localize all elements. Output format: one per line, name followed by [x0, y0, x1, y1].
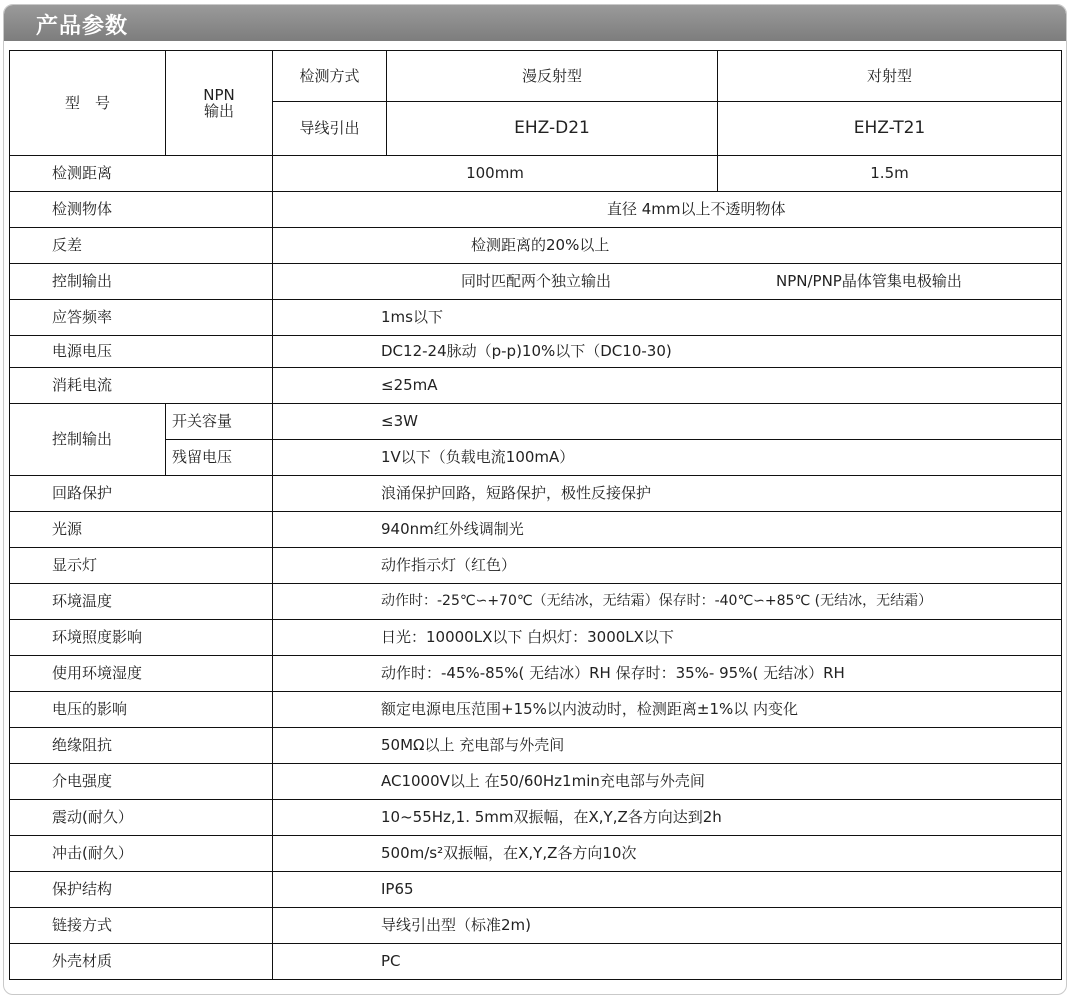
model-label: 型 号 [64, 93, 110, 112]
panel-header [4, 5, 1066, 41]
row-label: 使用环境湿度 [10, 656, 273, 692]
row-label: 检测物体 [10, 192, 273, 228]
table-row [10, 368, 1062, 404]
through-model-cell [718, 102, 1062, 156]
npn-output-cell [166, 51, 273, 156]
row-value: 500m/s²双振幅，在X,Y,Z各方向10次 [273, 836, 1062, 872]
table-row [10, 300, 1062, 336]
row-label: 环境温度 [10, 584, 273, 620]
row-value: PC [273, 944, 1062, 980]
row-label: 链接方式 [10, 908, 273, 944]
table-row [10, 836, 1062, 872]
row-value: 940nm红外线调制光 [273, 512, 1062, 548]
row-value: AC1000V以上 在50/60Hz1min充电部与外壳间 [273, 764, 1062, 800]
output-label: 输出 [203, 102, 234, 120]
row-label: 显示灯 [10, 548, 273, 584]
row-value: 1V以下（负载电流100mA） [273, 440, 1062, 476]
row-label: 环境照度影响 [10, 620, 273, 656]
table-row [10, 156, 1062, 192]
table-row [10, 620, 1062, 656]
row-label: 应答频率 [10, 300, 273, 336]
row-value: 同时匹配两个独立输出 [273, 264, 718, 300]
row-value: 动作时：-25℃∽+70℃（无结冰，无结霜）保存时：-40℃∽+85℃ (无结冰，无结霜） [273, 584, 1062, 620]
model-label-cell [10, 51, 166, 156]
detect-method-cell [273, 51, 387, 102]
row-value: IP65 [273, 872, 1062, 908]
table-row [10, 264, 1062, 300]
table-row [10, 944, 1062, 980]
diffuse-type-cell [387, 51, 718, 102]
row-label: 光源 [10, 512, 273, 548]
row-label: 检测距离 [10, 156, 273, 192]
table-row [10, 908, 1062, 944]
row-label: 介电强度 [10, 764, 273, 800]
table-row [10, 336, 1062, 368]
wire-cell [273, 102, 387, 156]
row-value: NPN/PNP晶体管集电极输出 [718, 264, 1062, 300]
table-row [10, 800, 1062, 836]
row-value: 1ms以下 [273, 300, 1062, 336]
row-value: 导线引出型（标准2m) [273, 908, 1062, 944]
table-row [10, 228, 1062, 264]
table-row [10, 192, 1062, 228]
diffuse-type-label: 漫反射型 [521, 66, 582, 85]
table-row [10, 51, 1062, 102]
row-label: 控制输出 [10, 404, 166, 476]
row-label: 电源电压 [10, 336, 273, 368]
diffuse-model-cell [387, 102, 718, 156]
npn-label: NPN [203, 85, 235, 104]
row-label: 回路保护 [10, 476, 273, 512]
row-value: 检测距离的20%以上 [273, 228, 1062, 264]
table-row [10, 584, 1062, 620]
row-label: 电压的影响 [10, 692, 273, 728]
table-row [10, 404, 1062, 440]
row-value: 10~55Hz,1. 5mm双振幅，在X,Y,Z各方向达到2h [273, 800, 1062, 836]
through-type-label: 对射型 [866, 66, 912, 85]
row-value: ≤25mA [273, 368, 1062, 404]
row-value: 日光：10000LX以下 白炽灯：3000LX以下 [273, 620, 1062, 656]
detect-method-label: 检测方式 [299, 66, 360, 85]
row-value: 100mm [273, 156, 718, 192]
row-value: 浪涌保护回路，短路保护，极性反接保护 [273, 476, 1062, 512]
diffuse-model: EHZ-D21 [514, 118, 590, 139]
spec-panel [3, 4, 1067, 995]
row-sublabel: 残留电压 [166, 440, 273, 476]
table-row [10, 476, 1062, 512]
row-value: 动作时：-45%-85%( 无结冰）RH 保存时：35%- 95%( 无结冰）RH [273, 656, 1062, 692]
table-row [10, 728, 1062, 764]
wire-label: 导线引出 [299, 119, 360, 138]
row-label: 外壳材质 [10, 944, 273, 980]
table-row [10, 440, 1062, 476]
row-value: DC12-24脉动（p-p)10%以下（DC10-30) [273, 336, 1062, 368]
panel-title: 产品参数 [36, 14, 129, 39]
row-label: 保护结构 [10, 872, 273, 908]
table-row [10, 548, 1062, 584]
table-row [10, 656, 1062, 692]
row-value: 直径 4mm以上不透明物体 [273, 192, 1062, 228]
row-sublabel: 开关容量 [166, 404, 273, 440]
row-value: 50MΩ以上 充电部与外壳间 [273, 728, 1062, 764]
row-label: 绝缘阻抗 [10, 728, 273, 764]
table-row [10, 692, 1062, 728]
row-value: 1.5m [718, 156, 1062, 192]
row-label: 控制输出 [10, 264, 273, 300]
table-row [10, 764, 1062, 800]
row-label: 冲击(耐久） [10, 836, 273, 872]
spec-table [9, 50, 1062, 980]
table-row [10, 872, 1062, 908]
row-value: 额定电源电压范围+15%以内波动时，检测距离±1%以 内变化 [273, 692, 1062, 728]
row-value: 动作指示灯（红色） [273, 548, 1062, 584]
through-model: EHZ-T21 [853, 118, 926, 139]
row-label: 消耗电流 [10, 368, 273, 404]
through-type-cell [718, 51, 1062, 102]
table-row [10, 512, 1062, 548]
row-label: 震动(耐久） [10, 800, 273, 836]
row-label: 反差 [10, 228, 273, 264]
row-value: ≤3W [273, 404, 1062, 440]
